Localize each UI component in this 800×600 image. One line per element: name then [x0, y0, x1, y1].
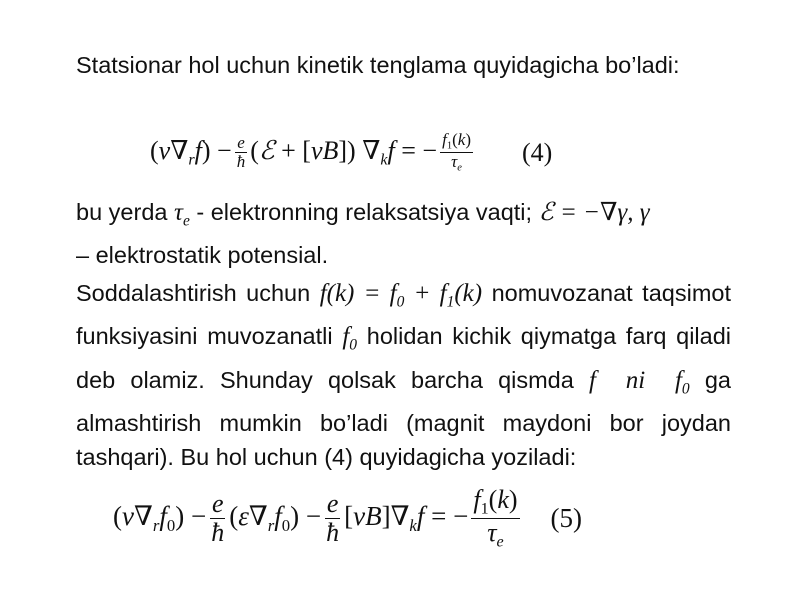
intro-paragraph: [76, 48, 731, 82]
intro-text: Statsionar hol uchun kinetik tenglama quyidagicha bo’ladi:: [76, 52, 680, 78]
equation-5-number: (5): [550, 503, 583, 534]
simplification-paragraph: Soddalashtirish uchun $f(k) = f_0 + f_1(k)$ nomuvozanat taqsimot funksiyasini muvozanatli $f_0$ holidan kichik qiymatga farq qiladi deb olamiz. Shunday qolsak barcha qismda f ni $f_0$ ga almashtirish mumkin bo’ladi (magnit maydoni bor joydan tashqari). Bu hol uchun (4) quyidagicha yoziladi:: [76, 280, 731, 471]
equation-5: $(v\nabla_rf_0)$ − $\frac{e}{ħ}$ $(\varepsilon\nabla_rf_0)$ − $\frac{e}{ħ}$ $[vB]\nabla_kf$ = − $\frac{f_1(k)}{\tau_e}$ (5): [113, 485, 583, 552]
definition-paragraph: bu yerda $\tau_e$ - elektronning relaksatsiya vaqti; ℰ = −∇γ, γ – elektrostatik potensial.: [76, 199, 650, 269]
equation-4: $(v\nabla_rf)$ − $\frac{e}{ħ}$ (ℰ + [vB]) $\nabla_kf$ = − $\frac{f_1(k)}{\tau_e}$ (4): [150, 130, 553, 174]
eq5-e-over-hbar-1: $\frac{e}{ħ}$: [211, 488, 225, 548]
eq5-f1-over-tau: $\frac{f_1(k)}{\tau_e}$: [473, 485, 518, 552]
eq4-f1-over-tau: $\frac{f_1(k)}{\tau_e}$: [442, 130, 471, 174]
eq4-e-over-hbar: $\frac{e}{ħ}$: [236, 132, 246, 172]
equation-4-number: (4): [521, 137, 553, 167]
eq5-e-over-hbar-2: $\frac{e}{ħ}$: [326, 488, 340, 548]
